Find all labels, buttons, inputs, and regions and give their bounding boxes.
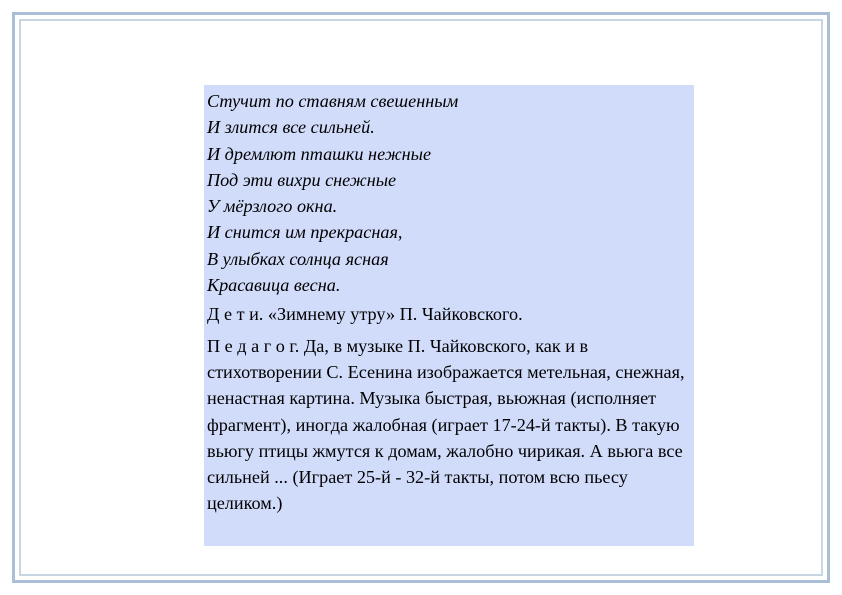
poem-line: У мёрзлого окна. [207, 196, 338, 217]
poem-line: И злится все сильней. [207, 117, 375, 138]
poem-line: В улыбках солнца ясная [207, 248, 389, 269]
poem-line: Под эти вихри снежные [207, 169, 397, 190]
poem-line: И дремлют пташки нежные [207, 143, 432, 164]
teacher-paragraph: П е д а г о г. Да, в музыке П. Чайковского, как и в стихотворении С. Есенина изображается метельная, снежная, ненастная картина. Музыка быстрая, вьюжная (исполняет фрагмент), иногда жалобная (играет 17-24-й такты). В такую вьюгу птицы жмутся к домам, жалобно чирикая. А вьюга все сильней ... (Играет 25-й - 32-й такты, потом всю пьесу целиком.) [207, 335, 685, 514]
text-box [204, 85, 694, 546]
children-paragraph: Д е т и. «Зимнему утру» П. Чайковского. [207, 304, 523, 325]
poem-line: Красавица весна. [207, 275, 341, 296]
poem-line: И снится им прекрасная, [207, 222, 403, 243]
poem-line: Стучит по ставням свешенным [207, 91, 459, 111]
